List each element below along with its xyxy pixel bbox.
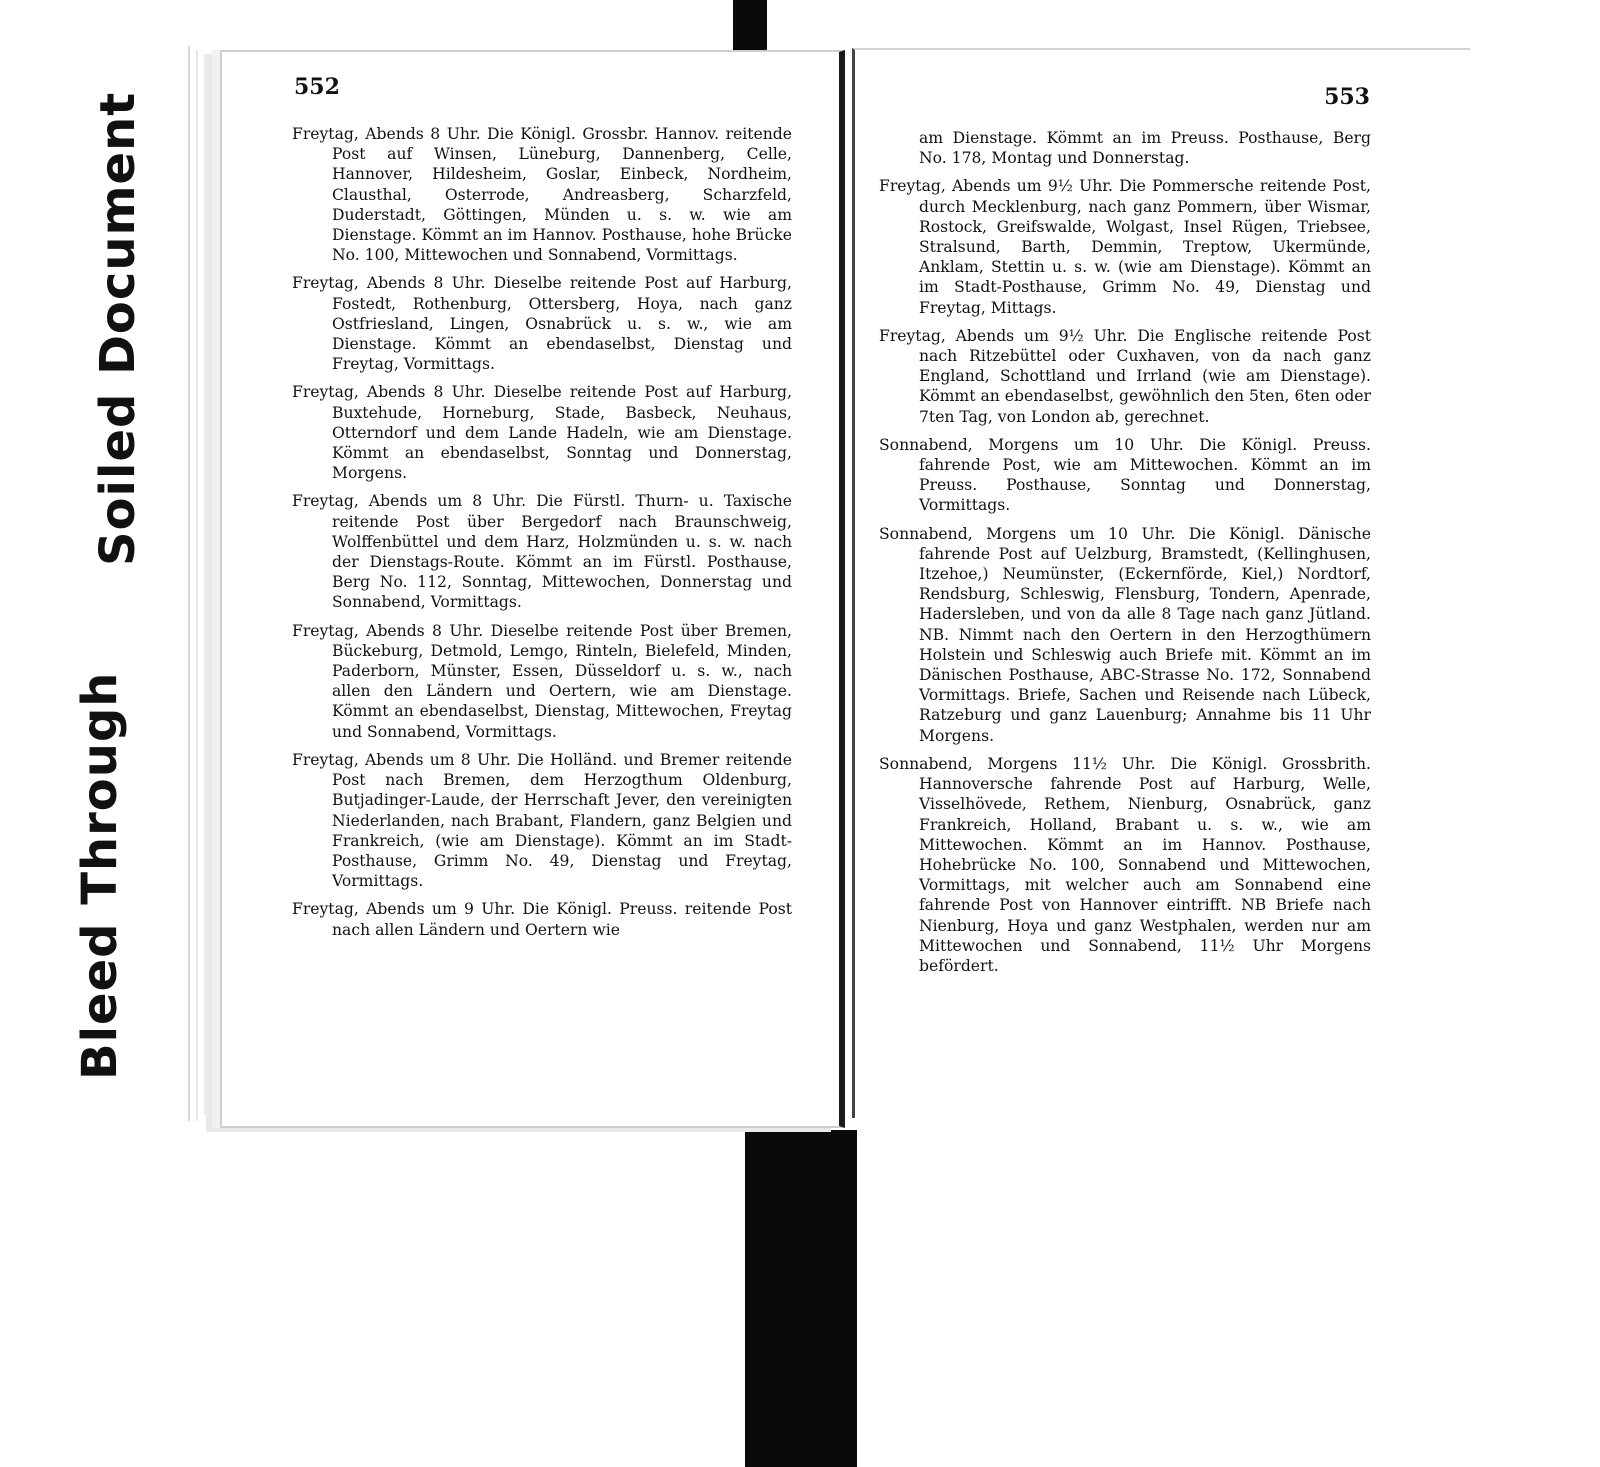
right-page: [852, 48, 1470, 1118]
schedule-entry: Freytag, Abends um 8 Uhr. Die Holländ. und Bremer reitende Post nach Bremen, dem Herzogthum Oldenburg, Butjadinger-Laude, der Herrschaft Jever, den vereinigten Niederlanden, nach Brabant, Flandern, ganz Belgien und Frankreich, (wie am Dienstage). Kömmt an im Stadt-Posthause, Grimm No. 49, Dienstag und Freytag, Vormittags.: [292, 750, 792, 891]
schedule-entry: Sonnabend, Morgens um 10 Uhr. Die Königl. Preuss. fahrende Post, wie am Mittewochen. Kömmt an im Preuss. Posthause, Sonntag und Donnerstag, Vormittags.: [879, 435, 1371, 515]
schedule-entry: Freytag, Abends 8 Uhr. Die Königl. Grossbr. Hannov. reitende Post auf Winsen, Lüneburg, Dannenberg, Celle, Hannover, Hildesheim, Goslar, Einbeck, Nordheim, Clausthal, Osterrode, Andreasberg, Scharzfeld, Duderstadt, Göttingen, Münden u. s. w. wie am Dienstage. Kömmt an im Hannov. Posthause, hohe Brücke No. 100, Mittewochen und Sonnabend, Vormittags.: [292, 125, 792, 265]
page-number-left: 552: [294, 74, 340, 100]
left-page: [220, 50, 845, 1128]
page-number-right: 553: [1324, 84, 1370, 110]
schedule-entry: Freytag, Abends 8 Uhr. Dieselbe reitende Post auf Harburg, Fostedt, Rothenburg, Ottersberg, Hoya, nach ganz Ostfriesland, Lingen, Osnabrück u. s. w., wie am Dienstage. Kömmt an ebendaselbst, Dienstag und Freytag, Vormittags.: [292, 274, 792, 374]
bleed-through-label: Bleed Through: [72, 671, 128, 1080]
schedule-entry: Sonnabend, Morgens 11½ Uhr. Die Königl. Grossbrith. Hannoversche fahrende Post auf Harburg, Welle, Visselhövede, Rethem, Nienburg, Osnabrück, ganz Frankreich, Holland, Brabant u. s. w., wie am Mittewochen. Kömmt an im Hannov. Posthause, Hohebrücke No. 100, Sonnabend und Mittewochen, Vormittags, mit welcher auch am Sonnabend eine fahrende Post von Hannover eintrifft. NB Briefe nach Nienburg, Hoya und ganz Westphalen, werden nur am Mittewochen und Sonnabend, 11½ Uhr Morgens befördert.: [879, 754, 1371, 975]
soiled-document-label: Soiled Document: [90, 91, 146, 566]
binding-strip-bottom: [745, 1130, 857, 1467]
schedule-entry: Freytag, Abends um 9 Uhr. Die Königl. Preuss. reitende Post nach allen Ländern und Oertern wie: [292, 900, 792, 939]
schedule-entry: Freytag, Abends 8 Uhr. Dieselbe reitende Post über Bremen, Bückeburg, Detmold, Lemgo, Rinteln, Bielefeld, Minden, Paderborn, Münster, Essen, Düsseldorf u. s. w., nach allen den Ländern und Oertern, wie am Dienstage. Kömmt an ebendaselbst, Dienstag, Mittewochen, Freytag und Sonnabend, Vormittags.: [292, 621, 792, 741]
schedule-entry: Sonnabend, Morgens um 10 Uhr. Die Königl. Dänische fahrende Post auf Uelzburg, Bramstedt, (Kellinghusen, Itzehoe,) Neumünster, (Eckernförde, Kiel,) Nordtorf, Rendsburg, Schleswig, Flensburg, Tondern, Apenrade, Hadersleben, und von da alle 8 Tage nach ganz Jütland. NB. Nimmt nach den Oertern in den Herzogthümern Holstein und Schleswig auch Briefe mit. Kömmt an im Dänischen Posthause, ABC-Strasse No. 172, Sonnabend Vormittags. Briefe, Sachen und Reisende nach Lübeck, Ratzeburg und ganz Lauenburg; Annahme bis 11 Uhr Morgens.: [879, 524, 1371, 745]
schedule-entry: Freytag, Abends 8 Uhr. Dieselbe reitende Post auf Harburg, Buxtehude, Horneburg, Stade, Basbeck, Neuhaus, Otterndorf und dem Lande Hadeln, wie am Dienstage. Kömmt an ebendaselbst, Sonntag und Donnerstag, Morgens.: [292, 383, 792, 483]
schedule-entry: Freytag, Abends um 9½ Uhr. Die Englische reitende Post nach Ritzebüttel oder Cuxhaven, von da nach ganz England, Schottland und Irrland (wie am Dienstage). Kömmt an ebendaselbst, gewöhnlich den 5ten, 6ten oder 7ten Tag, von London ab, gerechnet.: [879, 326, 1371, 426]
left-page-text: [292, 124, 792, 948]
right-page-text: [879, 128, 1371, 984]
schedule-entry: Freytag, Abends um 9½ Uhr. Die Pommersche reitende Post, durch Mecklenburg, nach ganz Pommern, über Wismar, Rostock, Greifswalde, Wolgast, Insel Rügen, Triebsee, Stralsund, Barth, Demmin, Treptow, Ukermünde, Anklam, Stettin u. s. w. (wie am Dienstage). Kömmt an im Stadt-Posthause, Grimm No. 49, Dienstag und Freytag, Mittags.: [879, 177, 1371, 317]
schedule-entry: Freytag, Abends um 8 Uhr. Die Fürstl. Thurn- u. Taxische reitende Post über Bergedorf nach Braunschweig, Wolffenbüttel und dem Harz, Holzmünden u. s. w. nach der Dienstags-Route. Kömmt an im Fürstl. Posthause, Berg No. 112, Sonntag, Mittewochen, Donnerstag und Sonnabend, Vormittags.: [292, 492, 792, 612]
schedule-entry-continuation: am Dienstage. Kömmt an im Preuss. Posthause, Berg No. 178, Montag und Donnerstag.: [919, 129, 1371, 168]
